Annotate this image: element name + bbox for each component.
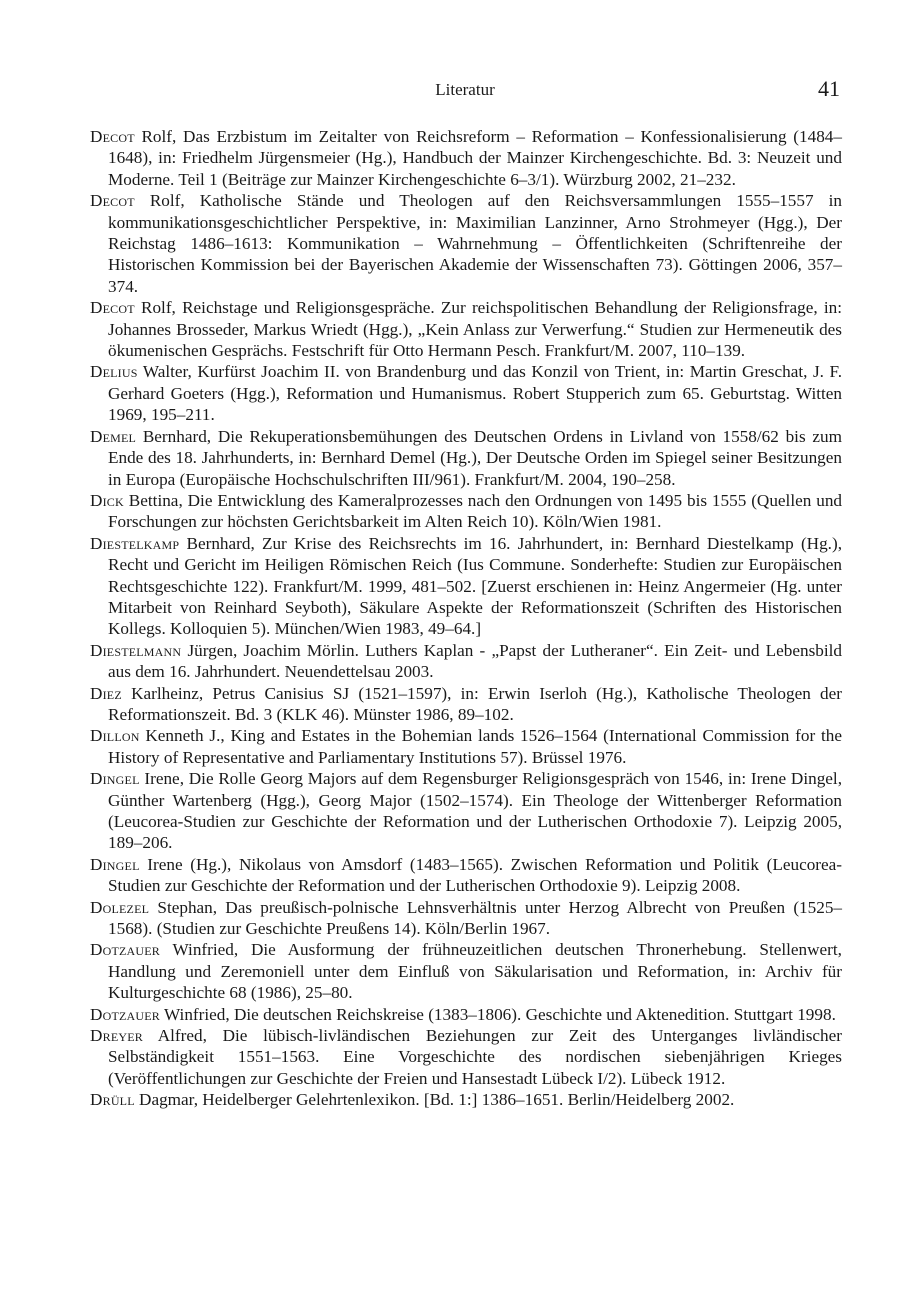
entry-text: Walter, Kurfürst Joachim II. von Brandenburg und das Konzil von Trient, in: Martin Greschat, J. F. Gerhard Goeters (Hgg.), Reformation und Humanismus. Robert Stupperich zum 65. Geburtstag. Witten 1969, 195–211. bbox=[108, 362, 842, 425]
entry-author-surname: Dotzauer bbox=[90, 940, 161, 960]
bibliography-entry bbox=[90, 126, 842, 190]
entry-author-surname: Diestelmann bbox=[90, 640, 182, 660]
entry-text: Stephan, Das preußisch-polnische Lehnsverhältnis unter Herzog Albrecht von Preußen (1525–1568). (Studien zur Geschichte Preußens 14). Köln/Berlin 1967. bbox=[108, 897, 843, 939]
bibliography-list bbox=[90, 126, 842, 1111]
entry-text: Rolf, Katholische Stände und Theologen auf den Reichsversammlungen 1555–1557 in kommunikationsgeschichtlicher Perspektive, in: Maximilian Lanzinner, Arno Strohmeyer (Hgg.), Der Reichstag 1486–1613: Kommunikation – Wahrnehmung – Öffentlichkeiten (Schriftenreihe der Historischen Kommission bei der Bayerischen Akademie der Wissenschaften 73). Göttingen 2006, 357–374. bbox=[108, 191, 843, 296]
running-header bbox=[90, 76, 840, 104]
entry-author-surname: Decot bbox=[90, 191, 135, 211]
entry-text: Rolf, Das Erzbistum im Zeitalter von Reichsreform – Reformation – Konfessionalisierung (1484–1648), in: Friedhelm Jürgensmeier (Hg.), Handbuch der Mainzer Kirchengeschichte. Bd. 3: Neuzeit und Moderne. Teil 1 (Beiträge zur Mainzer Kirchengeschichte 6–3/1). Würzburg 2002, 21–232. bbox=[108, 127, 842, 189]
bibliography-entry bbox=[90, 640, 842, 683]
entry-author-surname: Demel bbox=[90, 426, 137, 446]
bibliography-entry bbox=[90, 683, 842, 726]
entry-author-surname: Decot bbox=[90, 127, 135, 146]
entry-text: Karlheinz, Petrus Canisius SJ (1521–1597), in: Erwin Iserloh (Hg.), Katholische Theologen der Reformationszeit. Bd. 3 (KLK 46). Münster 1986, 89–102. bbox=[108, 683, 842, 724]
bibliography-entry bbox=[90, 190, 842, 297]
entry-text: Alfred, Die lübisch-livländischen Beziehungen zur Zeit des Unterganges livländischer Selbständigkeit 1551–1563. Eine Vorgeschichte des nordischen siebenjährigen Krieges (Veröffentlichungen zur Geschichte der Freien und Hansestadt Lübeck I/2). Lübeck 1912. bbox=[108, 1026, 842, 1088]
bibliography-entry bbox=[90, 1004, 842, 1025]
entry-author-surname: Decot bbox=[90, 298, 135, 318]
entry-author-surname: Diez bbox=[90, 683, 122, 703]
entry-text: Bernhard, Zur Krise des Reichsrechts im 16. Jahrhundert, in: Bernhard Diestelkamp (Hg.), Recht und Gericht im Heiligen Römischen Reich (Ius Commune. Sonderhefte: Studien zur Europäischen Rechtsgeschichte 122). Frankfurt/M. 1999, 481–502. [Zuerst erschienen in: Heinz Angermeier (Hg. unter Mitarbeit von Reinhard Seyboth), Säkulare Aspekte der Reformationszeit (Schriften des Historischen Kollegs. Kolloquien 5). München/Wien 1983, 49–64.] bbox=[108, 533, 842, 639]
bibliography-entry bbox=[90, 426, 842, 490]
page-number: 41 bbox=[818, 76, 840, 101]
entry-author-surname: Dingel bbox=[90, 854, 140, 874]
entry-author-surname: Dotzauer bbox=[90, 1004, 161, 1024]
bibliography-entry bbox=[90, 1025, 842, 1089]
entry-text: Rolf, Reichstage und Religionsgespräche. Zur reichspolitischen Behandlung der Religionsfrage, in: Johannes Brosseder, Markus Wriedt (Hgg.), „Kein Anlass zur Verwerfung.“ Studien zur Hermeneutik des ökumenischen Gesprächs. Festschrift für Otto Hermann Pesch. Frankfurt/M. 2007, 110–139. bbox=[108, 298, 843, 361]
entry-text: Winfried, Die Ausformung der frühneuzeitlichen deutschen Thronerhebung. Stellenwert, Handlung und Zeremoniell unter dem Einfluß von Säkularisation und Reformation, in: Archiv für Kulturgeschichte 68 (1986), 25–80. bbox=[108, 940, 842, 1003]
entry-author-surname: Dillon bbox=[90, 726, 140, 746]
bibliography-entry bbox=[90, 725, 842, 768]
entry-text: Irene, Die Rolle Georg Majors auf dem Regensburger Religionsgespräch von 1546, in: Irene Dingel, Günther Wartenberg (Hgg.), Georg Major (1502–1574). Ein Theologe der Wittenberger Reformation (Leucorea-Studien zur Geschichte der Reformation und der Lutherischen Orthodoxie 7). Leipzig 2005, 189–206. bbox=[108, 769, 843, 853]
bibliography-entry bbox=[90, 768, 842, 854]
bibliography-entry bbox=[90, 939, 842, 1003]
bibliography-entry bbox=[90, 533, 842, 640]
entry-author-surname: Dick bbox=[90, 490, 124, 510]
entry-author-surname: Dolezel bbox=[90, 897, 150, 917]
entry-text: Dagmar, Heidelberger Gelehrtenlexikon. [Bd. 1:] 1386–1651. Berlin/Heidelberg 2002. bbox=[139, 1090, 735, 1110]
entry-author-surname: Delius bbox=[90, 362, 138, 382]
bibliography-entry bbox=[90, 361, 842, 425]
entry-text: Bettina, Die Entwicklung des Kameralprozesses nach den Ordnungen von 1495 bis 1555 (Quellen und Forschungen zur höchsten Gerichtsbarkeit im Alten Reich 10). Köln/Wien 1981. bbox=[108, 490, 843, 532]
entry-author-surname: Drüll bbox=[90, 1090, 135, 1110]
entry-text: Kenneth J., King and Estates in the Bohemian lands 1526–1564 (International Commission for the History of Representative and Parliamentary Institutions 57). Brüssel 1976. bbox=[108, 726, 842, 767]
bibliography-entry bbox=[90, 897, 842, 940]
bibliography-entry bbox=[90, 854, 842, 897]
entry-author-surname: Dreyer bbox=[90, 1026, 143, 1046]
bibliography-entry bbox=[90, 1089, 842, 1110]
running-title: Literatur bbox=[435, 80, 495, 99]
entry-text: Winfried, Die deutschen Reichskreise (1383–1806). Geschichte und Aktenedition. Stuttgart 1998. bbox=[164, 1004, 836, 1024]
bibliography-entry bbox=[90, 490, 842, 533]
bibliography-entry bbox=[90, 297, 842, 361]
entry-text: Irene (Hg.), Nikolaus von Amsdorf (1483–1565). Zwischen Reformation und Politik (Leucorea-Studien zur Geschichte der Reformation und der Lutherischen Orthodoxie 9). Leipzig 2008. bbox=[108, 854, 843, 896]
entry-text: Bernhard, Die Rekuperationsbemühungen des Deutschen Ordens in Livland von 1558/62 bis zum Ende des 18. Jahrhunderts, in: Bernhard Demel (Hg.), Der Deutsche Orden im Spiegel seiner Besitzungen in Europa (Europäische Hochschulschriften III/961). Frankfurt/M. 2004, 190–258. bbox=[108, 426, 842, 489]
entry-author-surname: Diestelkamp bbox=[90, 533, 180, 553]
entry-author-surname: Dingel bbox=[90, 769, 140, 789]
entry-text: Jürgen, Joachim Mörlin. Luthers Kaplan - „Papst der Lutheraner“. Ein Zeit- und Lebensbild aus dem 16. Jahrhundert. Neuendettelsau 2003. bbox=[108, 640, 842, 682]
